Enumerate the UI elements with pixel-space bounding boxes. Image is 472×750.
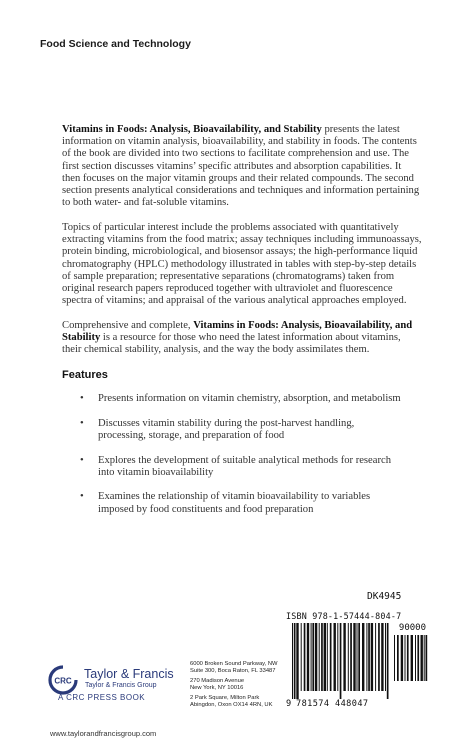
bullet-icon: • <box>80 417 84 429</box>
barcode-bar <box>411 635 413 681</box>
barcode-bar <box>424 635 425 681</box>
barcode-bar <box>350 623 352 691</box>
isbn-barcode: ISBN 978-1-57444-804-7 90000 9 781574 448047 <box>286 611 426 709</box>
barcode-bar <box>385 623 386 691</box>
feature-item: • Discusses vitamin stability during the post-harvest handling, processing, storage, and preparation of food <box>80 417 355 441</box>
intro-paragraph <box>62 124 422 209</box>
barcode-bar <box>381 623 383 691</box>
barcode-bar <box>353 623 355 691</box>
publisher-name: Taylor & Francis <box>84 667 174 681</box>
isbn-label: ISBN 978-1-57444-804-7 <box>286 611 402 621</box>
address-block: 2 Park Square, Milton Park Abingdon, Oxon OX14 4RN, UK <box>190 695 273 708</box>
publisher-group: Taylor & Francis Group <box>85 682 157 689</box>
bullet-icon: • <box>80 491 84 503</box>
barcode-bar <box>304 623 306 691</box>
barcode-bar <box>327 623 328 691</box>
barcode-bar <box>378 623 380 691</box>
address-block: 6000 Broken Sound Parkway, NW Suite 300, Boca Raton, FL 33487 <box>190 661 278 674</box>
barcode-bar <box>315 623 317 691</box>
barcode-bar <box>358 623 360 691</box>
barcode-bar <box>394 635 395 681</box>
barcode-bar <box>312 623 314 691</box>
publisher-logo-block <box>48 663 188 711</box>
crc-logo-text: CRC <box>54 676 72 686</box>
publisher-website: www.taylorandfrancisgroup.com <box>50 729 157 738</box>
features-heading: Features <box>62 368 108 381</box>
barcode-bar <box>426 635 428 681</box>
barcode-bar <box>375 623 376 691</box>
catalog-number: DK4945 <box>367 591 402 602</box>
bullet-icon: • <box>80 393 84 405</box>
crc-logo-icon <box>48 665 78 695</box>
barcode-bar <box>324 623 326 691</box>
barcode-bar <box>337 623 338 691</box>
barcode-bar <box>397 635 399 681</box>
addon-barcode-bars <box>394 635 428 689</box>
barcode-bar <box>294 623 296 699</box>
barcode-bar <box>387 623 389 699</box>
barcode-bar <box>401 635 403 681</box>
feature-item: • Examines the relationship of vitamin bioavailability to variables imposed by food constituents and food preparation <box>80 491 371 515</box>
barcode-bar <box>421 635 423 681</box>
book-title-inline: Vitamins in Foods: Analysis, Bioavailability, and Stability <box>62 319 413 344</box>
barcode-bar <box>292 623 293 699</box>
barcode-bar <box>296 623 298 699</box>
barcode-bars <box>292 623 390 699</box>
feature-item: • Presents information on vitamin chemistry, absorption, and metabolism <box>80 393 401 405</box>
barcode-bar <box>362 623 364 691</box>
barcode-bar <box>311 623 312 691</box>
publisher-imprint: A CRC PRESS BOOK <box>58 693 146 702</box>
barcode-bar <box>417 635 419 681</box>
barcode-bar <box>348 623 349 691</box>
topics-paragraph: Topics of particular interest include the problems associated with quantitatively extracting vitamins from the food matrix; assay techniques including immunoassays, protein binding, microbiological, and biosensor assays; the high-performance liquid chromatography (HPLC) methodology illustrated in tables with step-by-step details of sample preparation; representative separations (chromatograms) taken from original research papers reproduced together with ultraviolet and fluorescence spectra of vitamins; and appraisal of the various analytical approaches employed. <box>62 221 422 307</box>
back-cover-description <box>62 124 422 528</box>
bullet-icon: • <box>80 454 84 466</box>
feature-item: • Explores the development of suitable analytical methods for research into vitamin bioavailability <box>80 454 391 478</box>
barcode-bar <box>371 623 373 691</box>
price-code: 90000 <box>398 623 426 633</box>
series-label: Food Science and Technology <box>40 38 191 50</box>
barcode-bar <box>357 623 358 691</box>
barcode-bar <box>334 623 336 691</box>
barcode-bar <box>343 623 345 691</box>
barcode-bar <box>415 635 416 681</box>
barcode-bar <box>366 623 367 691</box>
summary-paragraph: Comprehensive and complete, Vitamins in Foods: Analysis, Bioavailability, and Stability is a resource for those who need the latest information about vitamins, their chemical stability, analysis, and the way the body assimilates them. <box>62 319 413 356</box>
barcode-bar <box>319 623 320 691</box>
address-block: 270 Madison Avenue New York, NY 10016 <box>190 678 245 691</box>
barcode-bar <box>307 623 309 691</box>
features-list <box>80 393 402 516</box>
barcode-bar <box>405 635 406 681</box>
barcode-bar <box>330 623 332 691</box>
barcode-bar <box>368 623 370 691</box>
barcode-bar <box>321 623 323 691</box>
intro-text: presents the latest information on vitamin analysis, bioavailability, and stability in foods. The contents of the book are divided into two sections to facilitate comprehension and use. The first section discusses vitamins’ specific attributes and absorption capabilities. It then focuses on the major vitamin groups and their related compounds. The second section presents analytical considerations and techniques and information pertaining to both water- and fat-soluble vitamins. <box>62 124 420 209</box>
book-title: Vitamins in Foods: Analysis, Bioavailability, and Stability <box>62 124 322 135</box>
barcode-bar <box>407 635 409 681</box>
barcode-bar <box>301 623 302 691</box>
barcode-bar <box>340 623 342 699</box>
publisher-addresses <box>190 661 286 712</box>
